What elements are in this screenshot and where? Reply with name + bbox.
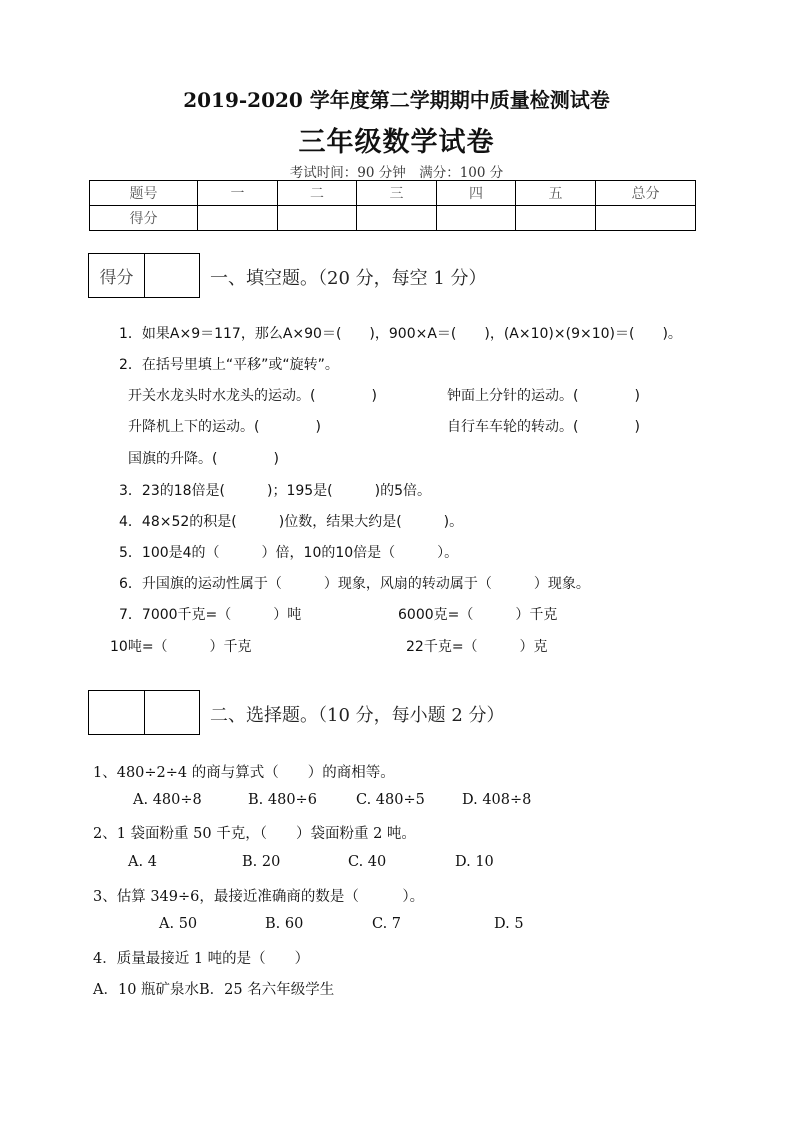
exam-subtitle: 三年级数学试卷 bbox=[298, 127, 495, 158]
score-box-input[interactable] bbox=[144, 691, 199, 734]
table-cell: 总分 bbox=[596, 181, 696, 206]
exam-info: 考试时间：90 分钟 满分：100 分 bbox=[289, 165, 504, 181]
question-7b: 6000克=（ ）千克 bbox=[398, 607, 558, 623]
question-2d: 自行车车轮的转动。( ) bbox=[447, 419, 640, 435]
table-cell: 五 bbox=[516, 181, 596, 206]
score-cell[interactable] bbox=[357, 206, 437, 231]
option-a: A. 4 bbox=[128, 854, 157, 870]
table-cell: 四 bbox=[437, 181, 516, 206]
section2-score-box bbox=[88, 690, 200, 735]
score-cell[interactable] bbox=[437, 206, 516, 231]
option-d: D. 10 bbox=[455, 854, 494, 870]
option-b: B. 60 bbox=[265, 916, 304, 932]
question-2c: 升降机上下的运动。( ) bbox=[128, 419, 321, 435]
choice-question-2: 2、1 袋面粉重 50 千克，（ ）袋面粉重 2 吨。 bbox=[93, 826, 416, 842]
question-7c: 10吨=（ ）千克 bbox=[110, 639, 252, 655]
table-cell: 三 bbox=[357, 181, 437, 206]
option-d: D. 408÷8 bbox=[462, 792, 532, 808]
option-b: B. 480÷6 bbox=[248, 792, 317, 808]
score-box-label-empty bbox=[89, 691, 144, 734]
question-2e: 国旗的升降。( ) bbox=[128, 451, 279, 467]
option-d: D. 5 bbox=[494, 916, 524, 932]
table-cell: 一 bbox=[198, 181, 278, 206]
score-box-input[interactable] bbox=[144, 254, 199, 297]
table-cell: 二 bbox=[278, 181, 357, 206]
score-box-label: 得分 bbox=[99, 268, 134, 288]
section2-title: 二、选择题。（10 分，每小题 2 分） bbox=[210, 705, 505, 726]
score-cell[interactable] bbox=[596, 206, 696, 231]
choice-question-4-options: A．10 瓶矿泉水B．25 名六年级学生 bbox=[93, 982, 335, 998]
section1-score-box bbox=[88, 253, 200, 298]
question-4: 4．48×52的积是( )位数，结果大约是( )。 bbox=[119, 514, 464, 530]
table-cell: 得分 bbox=[90, 206, 198, 231]
choice-question-1: 1、480÷2÷4 的商与算式（ ）的商相等。 bbox=[93, 765, 395, 781]
question-1: 1．如果A×9＝117，那么A×90＝( )，900×A＝( )，(A×10)×(9×10)＝( )。 bbox=[119, 326, 682, 342]
question-2: 2．在括号里填上“平移”或“旋转”。 bbox=[119, 357, 339, 373]
choice-question-3: 3、估算 349÷6，最接近准确商的数是（ ）。 bbox=[93, 889, 425, 905]
score-cell[interactable] bbox=[198, 206, 278, 231]
option-c: C. 40 bbox=[348, 854, 387, 870]
question-2a: 开关水龙头时水龙头的运动。( ) bbox=[128, 388, 377, 404]
question-2b: 钟面上分针的运动。( ) bbox=[447, 388, 640, 404]
score-cell[interactable] bbox=[516, 206, 596, 231]
option-c: C. 480÷5 bbox=[356, 792, 425, 808]
question-6: 6．升国旗的运动性属于（ ）现象，风扇的转动属于（ ）现象。 bbox=[119, 576, 590, 592]
table-cell: 题号 bbox=[90, 181, 198, 206]
question-7a: 7．7000千克=（ ）吨 bbox=[119, 607, 302, 623]
question-3: 3．23的18倍是( )；195是( )的5倍。 bbox=[119, 483, 432, 499]
choice-question-4: 4．质量最接近 1 吨的是（ ） bbox=[93, 951, 310, 967]
option-b: B. 20 bbox=[242, 854, 281, 870]
score-table-score-row bbox=[90, 206, 696, 231]
option-a: A. 50 bbox=[159, 916, 198, 932]
score-table-header-row bbox=[90, 181, 696, 206]
section1-title: 一、填空题。（20 分，每空 1 分） bbox=[210, 268, 487, 289]
question-7d: 22千克=（ ）克 bbox=[406, 639, 548, 655]
option-a: A. 480÷8 bbox=[133, 792, 202, 808]
score-table bbox=[89, 180, 696, 231]
option-c: C. 7 bbox=[372, 916, 402, 932]
question-5: 5．100是4的（ ）倍，10的10倍是（ ）。 bbox=[119, 545, 459, 561]
score-cell[interactable] bbox=[278, 206, 357, 231]
exam-title: 2019-2020 学年度第二学期期中质量检测试卷 bbox=[183, 88, 610, 112]
